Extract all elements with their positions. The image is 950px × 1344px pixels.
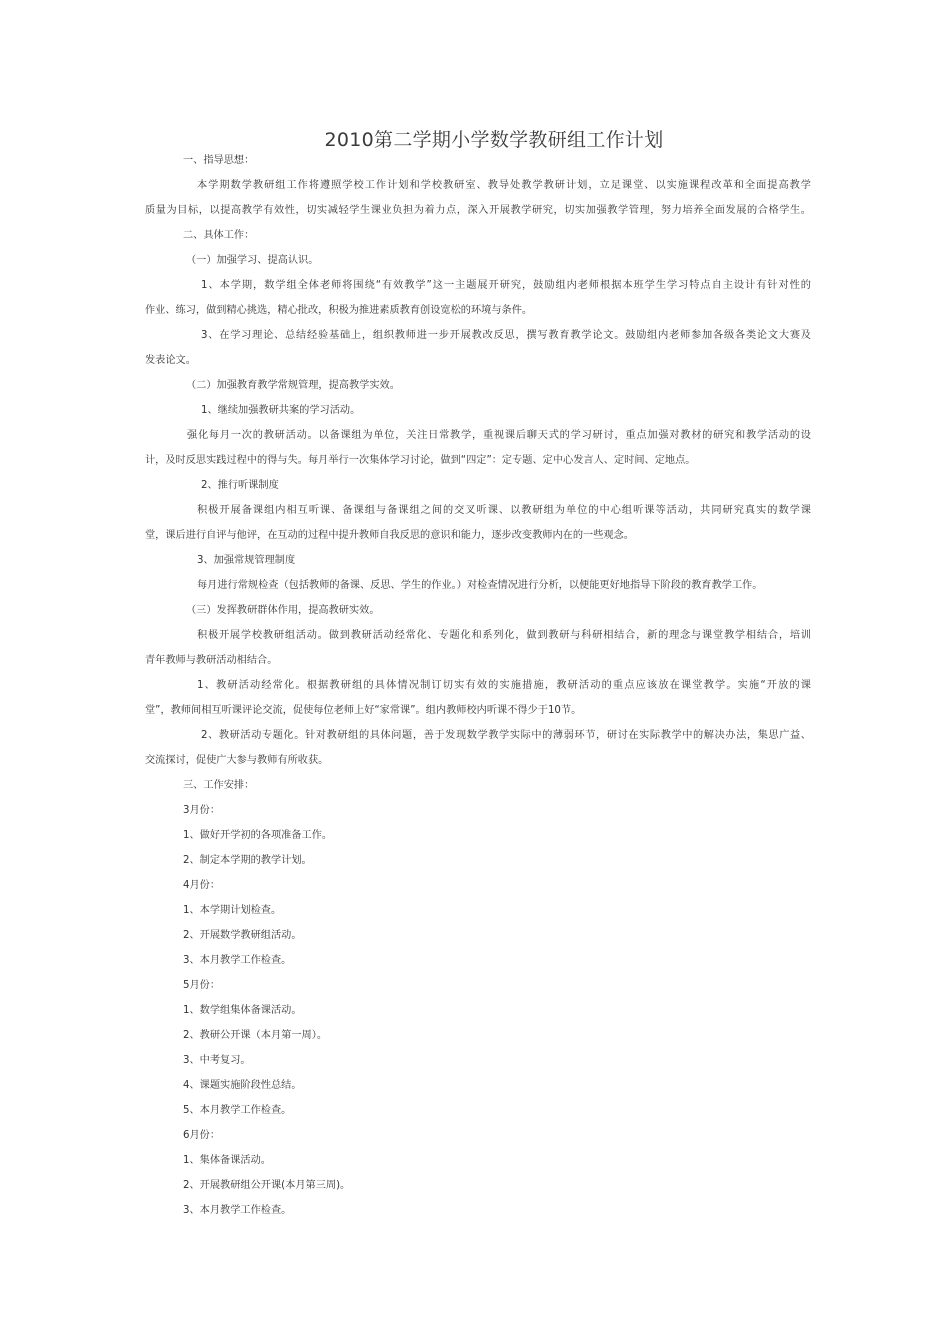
paragraph-line: 1、本学期，数学组全体老师将围绕“有效教学”这一主题展开研究，鼓励组内老师根据本班学生学习特点自主设计有针对性的 <box>201 280 811 291</box>
month-heading: 3月份： <box>183 805 221 816</box>
section-heading: 二、具体工作： <box>183 230 255 241</box>
paragraph-line: 1、教研活动经常化。根据教研组的具体情况制订切实有效的实施措施，教研活动的重点应该放在课堂教学。实施“开放的课 <box>197 680 811 691</box>
schedule-list <box>145 773 811 1223</box>
list-item: 1、本学期计划检查。 <box>183 905 282 916</box>
paragraph-line: 发表论文。 <box>145 355 196 366</box>
list-item: 4、课题实施阶段性总结。 <box>183 1080 302 1091</box>
list-item: 3、本月教学工作检查。 <box>183 955 292 966</box>
paragraph-line: 堂”，教师间相互听课评论交流，促使每位老师上好“家常课”。组内教师校内听课不得少于10节。 <box>145 705 582 716</box>
document-body <box>145 148 811 1223</box>
subsection-heading: （三）发挥教研群体作用，提高教研实效。 <box>186 605 380 616</box>
list-item: 5、本月教学工作检查。 <box>183 1105 292 1116</box>
list-item: 2、制定本学期的教学计划。 <box>183 855 312 866</box>
list-item: 3、中考复习。 <box>183 1055 251 1066</box>
item-heading: 3、加强常规管理制度 <box>197 555 296 566</box>
paragraph-line: 堂，课后进行自评与他评，在互动的过程中提升教师自我反思的意识和能力，逐步改变教师内在的一些观念。 <box>145 530 634 541</box>
list-item: 1、集体备课活动。 <box>183 1155 271 1166</box>
paragraph-line: 作业、练习，做到精心挑选，精心批改，积极为推进素质教育创设宽松的环境与条件。 <box>145 305 533 316</box>
month-heading: 6月份： <box>183 1130 221 1141</box>
paragraph-line: 每月进行常规检查（包括教师的备课、反思、学生的作业。）对检查情况进行分析，以便能更好地指导下阶段的教育教学工作。 <box>197 580 763 591</box>
paragraph-line: 强化每月一次的教研活动。以备课组为单位，关注日常教学，重视课后聊天式的学习研讨，重点加强对教材的研究和教学活动的设 <box>187 430 811 441</box>
list-item: 2、开展数学教研组活动。 <box>183 930 302 941</box>
list-item: 2、教研公开课（本月第一周）。 <box>183 1030 328 1041</box>
document-title: 2010第二学期小学数学教研组工作计划 <box>324 129 664 151</box>
item-heading: 1、继续加强教研共案的学习活动。 <box>201 405 361 416</box>
section-heading: 一、指导思想： <box>183 155 255 166</box>
paragraph-line: 青年教师与教研活动相结合。 <box>145 655 278 666</box>
paragraph-line: 交流探讨，促使广大参与教师有所收获。 <box>145 755 329 766</box>
section-heading: 三、工作安排： <box>183 780 255 791</box>
subsection-heading: （二）加强教育教学常规管理，提高教学实效。 <box>186 380 400 391</box>
subsection-heading: （一）加强学习、提高认识。 <box>186 255 319 266</box>
paragraph-line: 质量为目标，以提高教学有效性，切实减轻学生课业负担为着力点，深入开展教学研究，切实加强教学管理，努力培养全面发展的合格学生。 <box>145 205 811 216</box>
list-item: 1、做好开学初的各项准备工作。 <box>183 830 333 841</box>
paragraph-line: 计，及时反思实践过程中的得与失。每月举行一次集体学习讨论，做到“四定”：定专题、定中心发言人、定时间、定地点。 <box>145 455 696 466</box>
list-item: 3、本月教学工作检查。 <box>183 1205 292 1216</box>
item-heading: 2、推行听课制度 <box>201 480 279 491</box>
paragraph-line: 积极开展学校教研组活动。做到教研活动经常化、专题化和系列化，做到教研与科研相结合，新的理念与课堂教学相结合，培训 <box>197 630 811 641</box>
month-heading: 4月份： <box>183 880 221 891</box>
paragraph-line: 本学期数学教研组工作将遵照学校工作计划和学校教研室、教导处教学教研计划，立足课堂、以实施课程改革和全面提高教学 <box>197 180 811 191</box>
list-item: 1、数学组集体备课活动。 <box>183 1005 302 1016</box>
month-heading: 5月份： <box>183 980 221 991</box>
list-item: 2、开展教研组公开课(本月第三周)。 <box>183 1180 351 1191</box>
paragraph-line: 2、教研活动专题化。针对教研组的具体问题，善于发现数学教学实际中的薄弱环节，研讨在实际教学中的解决办法，集思广益、 <box>201 730 811 741</box>
paragraph-line: 3、在学习理论、总结经验基础上，组织教师进一步开展教改反思，撰写教育教学论文。鼓励组内老师参加各级各类论文大赛及 <box>201 330 811 341</box>
paragraph-line: 积极开展备课组内相互听课、备课组与备课组之间的交叉听课、以教研组为单位的中心组听课等活动，共同研究真实的数学课 <box>197 505 811 516</box>
